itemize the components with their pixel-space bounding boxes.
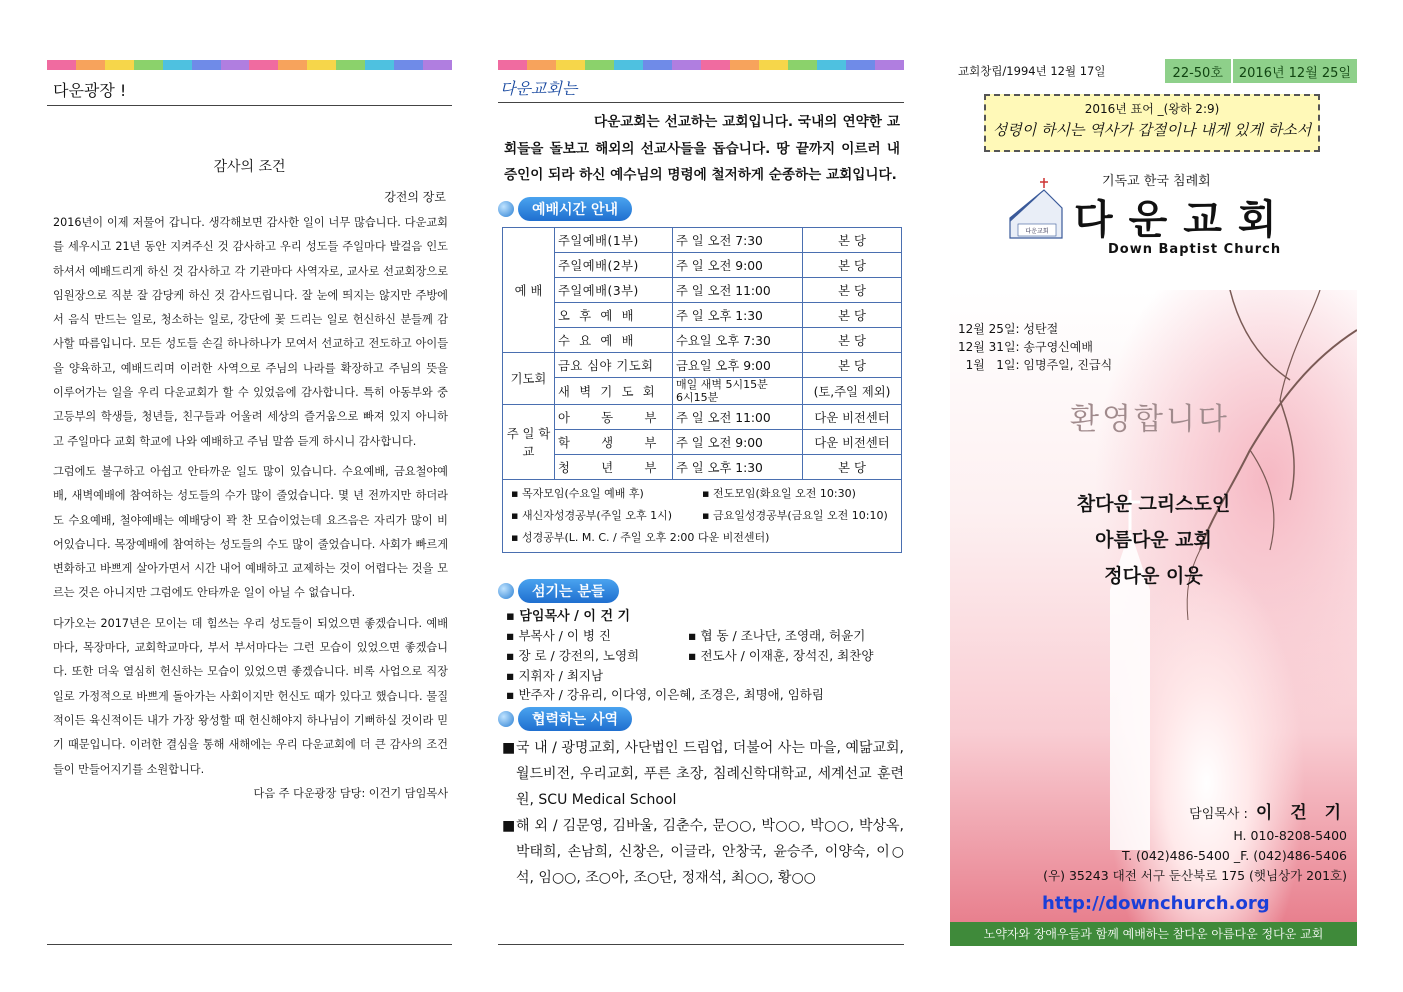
next-week-note: 다음 주 다운광장 담당: 이건기 담임목사 — [253, 786, 448, 800]
cover-illustration — [950, 290, 1357, 922]
stripe-segment — [394, 60, 423, 70]
schedule-row — [503, 302, 902, 327]
contact-info — [1043, 826, 1347, 886]
mission-statement: 다운교회는 선교하는 교회입니다. 국내의 연약한 교회들을 돌보고 해외의 선교사들을 돕습니다. 땅 끝까지 이르러 내 증인이 되라 하신 예수님의 명령에 철저하게 순종하는 교회입니다. — [504, 114, 900, 183]
motto-verse: 성령이 하시는 역사가 갑절이나 내게 있게 하소서 — [992, 121, 1312, 139]
stripe-segment — [759, 60, 788, 70]
pastor-signature — [1189, 798, 1347, 823]
stripe-segment — [788, 60, 817, 70]
column-heading: 다운광장 ! — [47, 70, 452, 106]
schedule-row — [503, 252, 902, 277]
phone-fax: T. (042)486-5400 _F. (042)486-5406 — [1121, 848, 1347, 863]
service-name: 수 요 예 배 — [555, 327, 673, 352]
stripe-segment — [498, 60, 527, 70]
servants-list — [498, 607, 904, 706]
slogan-line: 정다운 이웃 — [1104, 565, 1203, 587]
service-place: 다운 비전센터 — [803, 429, 902, 454]
welcome-text: 환영합니다 — [1070, 402, 1230, 437]
overseas-missions: 해 외 / 김문영, 김바울, 김춘수, 문○○, 박○○, 박○○, 박상옥, 박태희, 손남희, 신창은, 이글라, 안창국, 윤승주, 이양숙, 이○석, 임○○, 조○아, 조○단, 정재석, 최○○, 황○○ — [516, 818, 904, 887]
service-time: 주 일 오전 9:00 — [673, 429, 803, 454]
service-place: 본 당 — [803, 277, 902, 302]
stripe-segment — [527, 60, 556, 70]
stripe-segment — [307, 60, 336, 70]
stripe-segment — [278, 60, 307, 70]
stripe-segment — [365, 60, 394, 70]
stripe-segment — [47, 60, 76, 70]
note-item: ▪ 새신자성경공부(주일 오후 1시) — [511, 508, 673, 522]
stripe-segment — [76, 60, 105, 70]
note-item: ▪ 금요일성경공부(금요일 오전 10:10) — [702, 508, 888, 522]
schedule-category: 예 배 — [503, 227, 555, 352]
dawn-plaza-column — [47, 60, 452, 806]
service-time: 주 일 오후 1:30 — [673, 454, 803, 479]
stripe-segment — [163, 60, 192, 70]
schedule-category: 기도회 — [503, 352, 555, 404]
cover-column — [950, 58, 1357, 946]
square-bullet-icon: ■ — [502, 818, 516, 835]
church-name: 다운교회 — [1074, 197, 1293, 243]
denomination: 기독교 한국 침례회 — [1102, 174, 1211, 189]
section-header-schedule — [498, 197, 904, 221]
column-heading: 다운교회는 — [498, 70, 904, 103]
church-english-name: Down Baptist Church — [1108, 242, 1282, 257]
stripe-segment — [585, 60, 614, 70]
service-name: 주일예배(1부) — [555, 227, 673, 252]
event-item: 1월 1일: 임명주일, 진급식 — [958, 358, 1113, 372]
stripe-segment — [817, 60, 846, 70]
bullet-icon — [498, 583, 514, 599]
stripe-segment — [423, 60, 452, 70]
elders: ▪ 장 로 / 강전의, 노영희 — [506, 647, 640, 663]
accompanists: ▪ 반주자 / 강유리, 이다영, 이은혜, 조경은, 최명애, 임하림 — [506, 687, 824, 703]
stripe-segment — [701, 60, 730, 70]
church-identity — [950, 166, 1357, 276]
service-place: 본 당 — [803, 352, 902, 377]
divider — [47, 944, 452, 945]
schedule-row — [503, 352, 902, 377]
slogan-line: 아름다운 교회 — [1095, 529, 1212, 551]
stripe-segment — [614, 60, 643, 70]
address: (우) 35243 대전 서구 둔산북로 175 (햇님상가 201호) — [1043, 868, 1347, 883]
service-name: 금요 심야 기도회 — [555, 352, 673, 377]
divider — [498, 944, 904, 945]
logo-text: 다운교회 — [1025, 228, 1049, 235]
service-time: 수요일 오후 7:30 — [673, 327, 803, 352]
bullet-icon — [498, 201, 514, 217]
service-time: 금요일 오후 9:00 — [673, 352, 803, 377]
service-place: 본 당 — [803, 252, 902, 277]
slogan-line: 참다운 그리스도인 — [1076, 493, 1231, 515]
service-name: 주일예배(2부) — [555, 252, 673, 277]
evangelists: ▪ 전도사 / 이재훈, 장석진, 최찬양 — [688, 647, 874, 663]
service-name: 새 벽 기 도 회 — [555, 377, 673, 404]
service-place: 본 당 — [803, 227, 902, 252]
article-paragraph: 다가오는 2017년은 모이는 데 힘쓰는 우리 성도들이 되었으면 좋겠습니다. 예배마다, 목장마다, 교회학교마다, 부서 부서마다는 그런 모습이 있었으면 좋겠습니다. 또한 더욱 열심히 헌신하는 모습이 있었으면 좋겠습니다. 비록 사업으로 직장일로 가정적으로 바쁘게 돌아가는 사회이지만 헌신도 때가 있다고 했습니다. 물질적이든 육신적이든 내가 가장 왕성할 때 헌신해야지 하나님이 기뻐하실 것이라 믿기 때문입니다. 이러한 결심을 통해 새해에는 우리 다운교회에 더 큰 감사의 조건들이 만들어지기를 소원합니다. — [53, 616, 448, 776]
church-info-column — [498, 60, 904, 891]
year-motto — [984, 94, 1320, 152]
note-item: ▪ 성경공부(L. M. C. / 주일 오후 2:00 다운 비전센터) — [511, 530, 770, 544]
service-name: 주일예배(3부) — [555, 277, 673, 302]
lead-pastor: ▪ 담임목사 / 이 건 기 — [506, 608, 631, 624]
cooperation-list — [498, 735, 904, 891]
stripe-segment — [336, 60, 365, 70]
conductor: ▪ 지휘자 / 최지남 — [506, 667, 604, 683]
article-title: 감사의 조건 — [213, 159, 286, 175]
color-stripe — [47, 60, 452, 70]
schedule-row — [503, 277, 902, 302]
note-item: ▪ 전도모임(화요일 오전 10:30) — [702, 486, 856, 500]
stripe-segment — [672, 60, 701, 70]
article-paragraph: 그럼에도 불구하고 아쉽고 안타까운 일도 많이 있습니다. 수요예배, 금요철야예배, 새벽예배에 참여하는 성도들의 수가 많이 줄었습니다. 몇 년 전까지만 하더라도 수요예배, 철야예배는 예배당이 꽉 찬 모습이었는데 요즈음은 자리가 많이 비어있습니다. 목장예배에 참여하는 성도들의 수도 많이 줄었습니다. 사회가 빠르게 변화하고 바쁘게 살아가면서 시간 내어 예배하고 교제하는 것이 어렵다는 것을 모르는 것은 아니지만 그럼에도 안타까운 일이 아닐 수 없습니다. — [53, 464, 448, 600]
footer-banner: 노약자와 장애우들과 함께 예배하는 참다운 아름다운 정다운 교회 — [950, 922, 1357, 946]
stripe-segment — [192, 60, 221, 70]
meeting-notes — [502, 480, 902, 553]
event-item: 12월 31일: 송구영신예배 — [958, 340, 1093, 354]
cooperating-ministers: ▪ 협 동 / 조나단, 조영래, 허윤기 — [688, 628, 866, 644]
church-slogan — [950, 486, 1357, 594]
stripe-segment — [221, 60, 250, 70]
stripe-segment — [875, 60, 904, 70]
service-place: 본 당 — [803, 302, 902, 327]
founding-date: 교회창립/1994년 12월 17일 — [958, 64, 1106, 78]
phone-mobile: H. 010-8208-5400 — [1233, 828, 1347, 843]
stripe-segment — [249, 60, 278, 70]
stripe-segment — [846, 60, 875, 70]
schedule-row — [503, 227, 902, 252]
stripe-segment — [105, 60, 134, 70]
bulletin-header — [950, 58, 1357, 84]
section-title: 협력하는 사역 — [518, 707, 632, 731]
color-stripe — [498, 60, 904, 70]
schedule-row — [503, 454, 902, 479]
service-name: 오 후 예 배 — [555, 302, 673, 327]
service-time: 주 일 오전 11:00 — [673, 404, 803, 429]
service-name: 학 생 부 — [555, 429, 673, 454]
schedule-row — [503, 377, 902, 404]
service-place: 다운 비전센터 — [803, 404, 902, 429]
schedule-row — [503, 404, 902, 429]
stripe-segment — [730, 60, 759, 70]
stripe-segment — [556, 60, 585, 70]
section-header-cooperation — [498, 707, 904, 731]
service-time: 주 일 오전 11:00 — [673, 277, 803, 302]
service-place: 본 당 — [803, 454, 902, 479]
website-link[interactable]: http://downchurch.org — [1042, 893, 1270, 914]
pastor-label: 담임목사 : — [1189, 807, 1248, 822]
pastor-name: 이 건 기 — [1255, 803, 1347, 823]
article-paragraph: 2016년이 이제 저물어 갑니다. 생각해보면 감사한 일이 너무 많습니다. 다운교회를 세우시고 21년 동안 지켜주신 것 감사하고 우리 성도들 주일마다 발걸음 인도하셔서 예배드리게 하신 것 감사하고 각 기관마다 사역자로, 교사로 선교회장으로 임원장으로 직분 잘 감당케 하신 것 감사드립니다. 잘 눈에 띄지는 않지만 주방에서 음식 만드는 일로, 청소하는 일로, 강단에 꽃 드리는 일로 헌신하신 분들께 감사할 따름입니다. 모든 성도들 손길 하나하나가 모여서 선교하고 전도하고 아이들을 양육하고, 예배드리며 이러한 사역으로 주님의 나라를 확장하고 주님의 뜻을 이루어가는 일을 우리 다운교회가 할 수 있었음에 감사합니다. 특히 아동부와 중고등부의 학생들, 청년들, 친구들과 어울려 세상의 즐거움으로 빠져 있지 아니하고 주일마다 교회 학교에 나와 예배하고 주님 말씀 듣게 하시니 감사합니다. — [53, 216, 448, 448]
service-time: 매일 새벽 5시15분 6시15분 — [673, 377, 803, 404]
bullet-icon — [498, 711, 514, 727]
service-time: 주 일 오전 9:00 — [673, 252, 803, 277]
note-item: ▪ 목자모임(수요일 예배 후) — [511, 486, 644, 500]
service-time: 주 일 오전 7:30 — [673, 227, 803, 252]
section-header-servants — [498, 579, 904, 603]
service-time: 주 일 오후 1:30 — [673, 302, 803, 327]
stripe-segment — [643, 60, 672, 70]
worship-schedule-table — [502, 227, 902, 480]
schedule-row — [503, 429, 902, 454]
section-title: 섬기는 분들 — [518, 579, 619, 603]
schedule-row — [503, 327, 902, 352]
service-name: 아 동 부 — [555, 404, 673, 429]
service-name: 청 년 부 — [555, 454, 673, 479]
event-item: 12월 25일: 성탄절 — [958, 322, 1059, 336]
section-title: 예배시간 안내 — [518, 197, 632, 221]
bulletin-date: 2016년 12월 25일 — [1233, 59, 1357, 83]
issue-number: 22-50호 — [1165, 59, 1231, 83]
service-place: 본 당 — [803, 327, 902, 352]
church-logo-icon — [1006, 178, 1066, 248]
associate-pastor: ▪ 부목사 / 이 병 진 — [506, 628, 612, 644]
stripe-segment — [134, 60, 163, 70]
service-place: (토,주일 제외) — [803, 377, 902, 404]
schedule-category: 주 일 학 교 — [503, 404, 555, 479]
events-list — [958, 320, 1112, 374]
article-author: 강전의 장로 — [384, 190, 446, 204]
square-bullet-icon: ■ — [502, 740, 516, 757]
motto-year: 2016년 표어 _(왕하 2:9) — [1084, 102, 1220, 116]
domestic-missions: 국 내 / 광명교회, 사단법인 드림업, 더불어 사는 마을, 예닮교회, 월드비전, 우리교회, 푸른 초장, 침례신학대학교, 세계선교 훈련원, SCU Medical School — [516, 740, 904, 809]
